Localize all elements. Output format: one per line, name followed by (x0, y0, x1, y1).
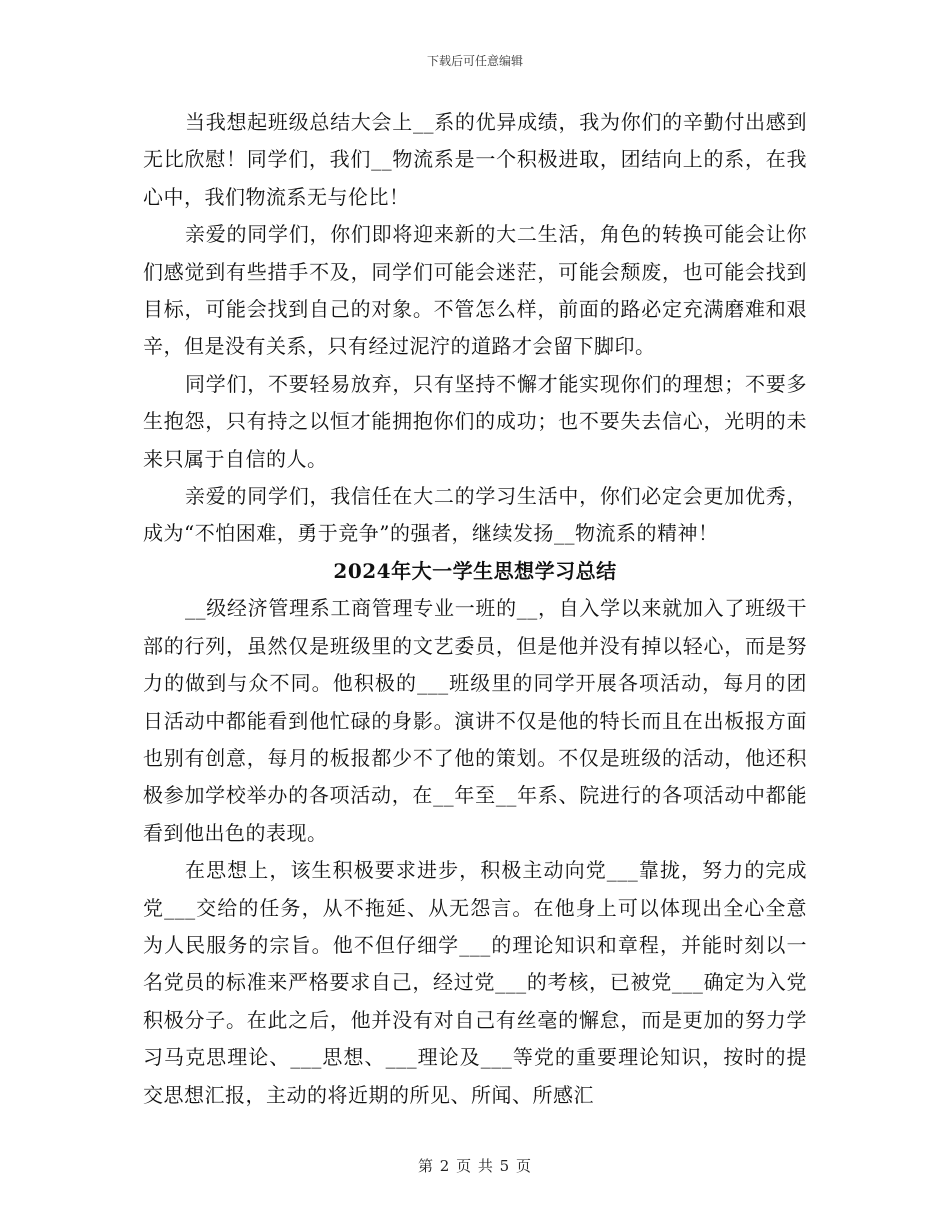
paragraph-2: 亲爱的同学们，你们即将迎来新的大二生活，角色的转换可能会让你们感觉到有些措手不及，同学们可能会迷茫，可能会颓废，也可能会找到目标，可能会找到自己的对象。不管怎么样，前面的路必定充满磨难和艰辛，但是没有关系，只有经过泥泞的道路才会留下脚印。 (143, 222, 807, 359)
paragraph-6: 在思想上，该生积极要求进步，积极主动向党___靠拢，努力的完成党___交给的任务，从不拖延、从无怨言。在他身上可以体现出全心全意为人民服务的宗旨。他不但仔细学___的理论知识和章程，并能时刻以一名党员的标准来严格要求自己，经过党___的考核，已被党___确定为入党积极分子。在此之后，他并没有对自己有丝毫的懈怠，而是更加的努力学习马克思理论、___思想、___理论及___等党的重要理论知识，按时的提交思想汇报，主动的将近期的所见、所闻、所感汇 (143, 858, 807, 1107)
paragraph-1: 当我想起班级总结大会上__系的优异成绩，我为你们的辛勤付出感到无比欣慰！同学们，我们__物流系是一个积极进取，团结向上的系，在我心中，我们物流系无与伦比！ (143, 110, 807, 209)
paragraph-5: __级经济管理系工商管理专业一班的__，自入学以来就加入了班级干部的行列，虽然仅是班级里的文艺委员，但是他并没有掉以轻心，而是努力的做到与众不同。他积极的___班级里的同学开展各项活动，每月的团日活动中都能看到他忙碌的身影。演讲不仅是他的特长而且在出板报方面也别有创意，每月的板报都少不了他的策划。不仅是班级的活动，他还积极参加学校举办的各项活动，在__年至__年系、院进行的各项活动中都能看到他出色的表现。 (143, 596, 807, 845)
document-body (143, 104, 807, 1114)
page-footer: 第 2 页 共 5 页 (418, 1157, 532, 1175)
section-title: 2024年大一学生思想学习总结 (333, 558, 617, 583)
page-header: 下载后可任意编辑 (426, 54, 523, 68)
paragraph-4: 亲爱的同学们，我信任在大二的学习生活中，你们必定会更加优秀，成为“不怕困难，勇于竞争”的强者，继续发扬__物流系的精神！ (143, 484, 807, 546)
paragraph-3: 同学们，不要轻易放弃，只有坚持不懈才能实现你们的理想；不要多生抱怨，只有持之以恒才能拥抱你们的成功；也不要失去信心，光明的未来只属于自信的人。 (143, 371, 807, 471)
